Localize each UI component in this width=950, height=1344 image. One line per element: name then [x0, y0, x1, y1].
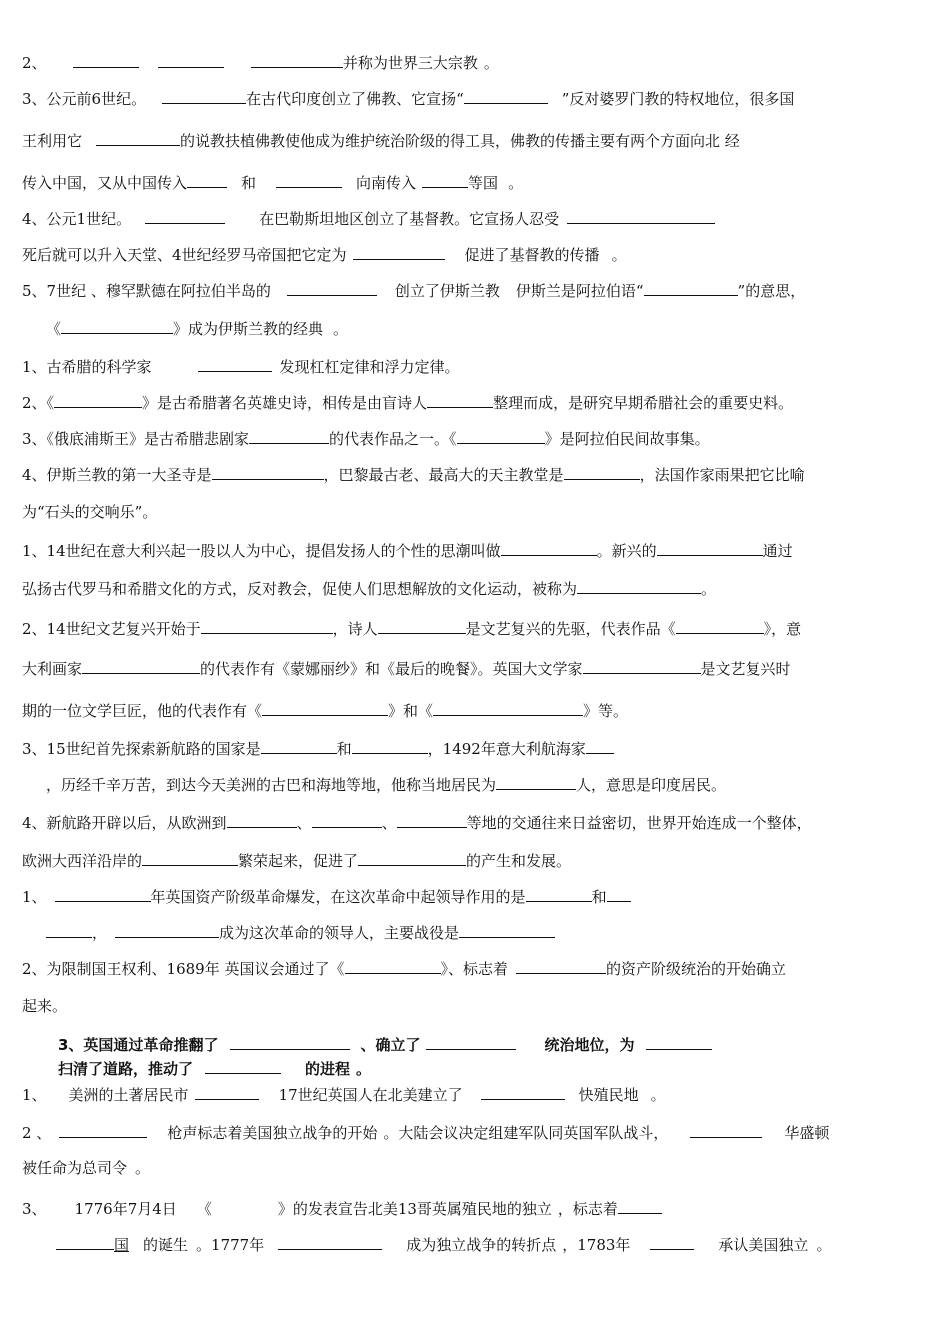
blank[interactable]: [457, 428, 545, 444]
blank[interactable]: [145, 208, 225, 224]
blank[interactable]: [312, 812, 382, 828]
blank[interactable]: [577, 578, 701, 594]
blank[interactable]: [249, 428, 329, 444]
line-6: 死后就可以升入天堂、4世纪经罗马帝国把它定为 促进了基督教的传播 。: [22, 246, 627, 264]
line-33: 国 的诞生 。1777年 成为独立战争的转折点 ，1783年 承认美国独立 。: [56, 1234, 831, 1255]
line-21: 4、新航路开辟以后，从欧洲到 、 、 等地的交通往来日益密切，世界开始连成一个整体，: [22, 814, 812, 832]
blank[interactable]: [481, 1084, 565, 1100]
line-26: 起来。: [22, 997, 68, 1015]
blank[interactable]: [187, 172, 227, 188]
blank[interactable]: [426, 1034, 516, 1050]
blank[interactable]: [115, 922, 219, 938]
blank[interactable]: [54, 392, 142, 408]
line-30: 2 、 枪声标志着美国独立战争的开始 。大陆会议决定组建军队同英国军队战斗， 华盛顿: [22, 1124, 830, 1142]
blank[interactable]: [345, 958, 441, 974]
blank[interactable]: [526, 886, 592, 902]
blank[interactable]: [142, 850, 238, 866]
blank[interactable]: [676, 618, 764, 634]
blank[interactable]: [567, 208, 715, 224]
line-1: 2、 并称为世界三大宗教 。: [22, 54, 499, 72]
blank[interactable]: [55, 886, 151, 902]
blank[interactable]: [198, 356, 272, 372]
blank[interactable]: [158, 52, 224, 68]
blank[interactable]: [195, 1084, 259, 1100]
blank[interactable]: [397, 812, 467, 828]
line-17: 大利画家 的代表作有《蒙娜丽纱》和《最后的晚餐》。英国大文学家 是文艺复兴时: [22, 660, 791, 678]
line-23: 1、 年英国资产阶级革命爆发，在这次革命中起领导作用的是 和: [22, 886, 631, 907]
line-15: 弘扬古代罗马和希腊文化的方式，反对教会，促使人们思想解放的文化运动，被称为 。: [22, 580, 717, 598]
blank[interactable]: [56, 1234, 114, 1250]
line-2: 3、公元前6世纪。 在古代印度创立了佛教、它宣扬“ ”反对婆罗门教的特权地位，很多国: [22, 90, 795, 108]
line-3: 王利用它 的说教扶植佛教使他成为维护统治阶级的得工具，佛教的传播主要有两个方面向北 经: [22, 132, 740, 150]
blank[interactable]: [46, 922, 92, 938]
blank[interactable]: [82, 658, 200, 674]
line-20: ，历经千辛万苦，到达今天美洲的古巴和海地等地，他称当地居民为 人，意思是印度居民。: [46, 776, 727, 794]
blank[interactable]: [459, 922, 555, 938]
blank[interactable]: [353, 244, 445, 260]
line-19: 3、15世纪首先探索新航路的国家是 和 ，1492年意大利航海家: [22, 738, 614, 759]
line-14: 1、14世纪在意大利兴起一股以人为中心，提倡发扬人的个性的思潮叫做 。新兴的 通过: [22, 542, 793, 560]
line-29: 1、 美洲的土著居民市 17世纪英国人在北美建立了 快殖民地 。: [22, 1086, 666, 1104]
blank[interactable]: [358, 850, 466, 866]
line-18: 期的一位文学巨匠，他的代表作有《 》和《 》等。: [22, 702, 629, 720]
blank[interactable]: [276, 172, 342, 188]
blank[interactable]: [287, 280, 377, 296]
blank[interactable]: [646, 1034, 712, 1050]
blank[interactable]: [650, 1234, 694, 1250]
blank[interactable]: [464, 88, 548, 104]
blank[interactable]: [657, 540, 763, 556]
line-9: 1、古希腊的科学家 发现杠杠定律和浮力定律。: [22, 358, 460, 376]
line-5: 4、公元1世纪。 在巴勒斯坦地区创立了基督教。它宣扬人忍受: [22, 208, 715, 229]
blank[interactable]: [586, 738, 614, 754]
blank[interactable]: [352, 738, 428, 754]
blank[interactable]: [262, 700, 388, 716]
blank[interactable]: [261, 738, 337, 754]
blank[interactable]: [501, 540, 597, 556]
blank[interactable]: [496, 774, 576, 790]
line-22: 欧洲大西洋沿岸的 繁荣起来，促进了 的产生和发展。: [22, 852, 572, 870]
blank[interactable]: [278, 1234, 382, 1250]
blank[interactable]: [230, 1034, 350, 1050]
line-28: 扫清了道路，推动了 的进程 。: [58, 1060, 372, 1078]
line-10: 2、《 》是古希腊著名英雄史诗，相传是由盲诗人 整理而成，是研究早期希腊社会的重要史料。: [22, 394, 794, 412]
line-11: 3、《俄底浦斯王》是古希腊悲剧家 的代表作品之一。《 》是阿拉伯民间故事集。: [22, 430, 710, 448]
blank[interactable]: [205, 1058, 281, 1074]
blank[interactable]: [583, 658, 701, 674]
blank[interactable]: [564, 464, 640, 480]
line-25: 2、为限制国王权利、1689年 英国议会通过了《 》、标志着 的资产阶级统治的开始确立: [22, 960, 787, 978]
blank[interactable]: [61, 318, 173, 334]
blank[interactable]: [378, 618, 466, 634]
line-32: 3、 1776年7月4日 《 》的发表宣告北美13哥英属殖民地的独立 ，标志着: [22, 1198, 662, 1219]
line-8: 《 》成为伊斯兰教的经典 。: [46, 320, 349, 338]
line-13: 为“石头的交响乐”。: [22, 503, 158, 521]
blank[interactable]: [201, 618, 333, 634]
line-12: 4、伊斯兰教的第一大圣寺是 ，巴黎最古老、最高大的天主教堂是 ，法国作家雨果把它比喻: [22, 466, 805, 484]
line-7: 5、7世纪 、穆罕默德在阿拉伯半岛的 创立了伊斯兰教 伊斯兰是阿拉伯语“ ”的意思，: [22, 282, 806, 300]
blank[interactable]: [227, 812, 297, 828]
blank[interactable]: [422, 172, 468, 188]
blank[interactable]: [251, 52, 343, 68]
line-27: 3、英国通过革命推翻了 、确立了 统治地位，为: [58, 1034, 712, 1055]
blank[interactable]: [516, 958, 606, 974]
blank[interactable]: [618, 1198, 662, 1214]
blank[interactable]: [607, 886, 631, 902]
line-24: ， 成为这次革命的领导人，主要战役是: [46, 922, 555, 943]
blank[interactable]: [433, 700, 583, 716]
blank[interactable]: [59, 1122, 147, 1138]
blank[interactable]: [73, 52, 139, 68]
line-16: 2、14世纪文艺复兴开始于 ，诗人 是文艺复兴的先驱，代表作品《 》，意: [22, 620, 802, 638]
line-text: 并称为世界三大宗教: [342, 54, 478, 72]
blank[interactable]: [212, 464, 324, 480]
blank[interactable]: [427, 392, 493, 408]
blank[interactable]: [690, 1122, 762, 1138]
line-31: 被任命为总司令 。: [22, 1159, 151, 1177]
blank[interactable]: [162, 88, 246, 104]
line-4: 传入中国，又从中国传入 和 向南传入 等国 。: [22, 174, 524, 192]
question-number: 2、: [22, 54, 47, 72]
blank[interactable]: [644, 280, 738, 296]
blank[interactable]: [96, 130, 180, 146]
